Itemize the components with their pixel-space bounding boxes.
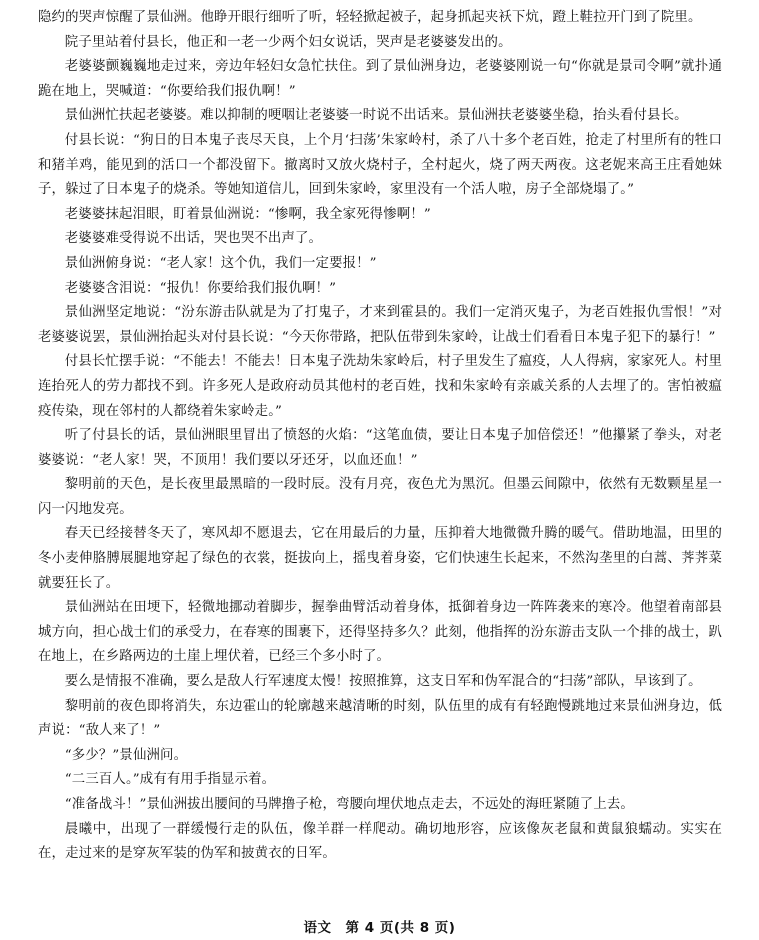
paragraph: 老婆婆含泪说：“报仇！你要给我们报仇啊！” (64, 280, 337, 296)
paragraph: 景仙洲站在田埂下，轻微地挪动着脚步，握拳曲臂活动着身体，抵御着身边一阵阵袭来的寒冷。他望着南部县城方向，担心战士们的承受力，在春寒的围裹下，还得坚持多久？此刻，他指挥的汾东游击支队一个排的战士，趴在地上，在乡路两边的土崖上埋伏着，已经三个多小时了。 (38, 600, 722, 665)
paragraph: 老婆婆抹起泪眼，盯着景仙洲说：“惨啊，我全家死得惨啊！” (64, 206, 431, 222)
paragraph: “二三百人。”成有有用手指显示着。 (64, 772, 276, 788)
paragraph: 老婆婆颤巍巍地走过来，旁边年轻妇女急忙扶住。到了景仙洲身边，老婆婆刚说一句“你就是景司令啊”就扑通跪在地上，哭喊道：“你要给我们报仇啊！” (38, 59, 722, 99)
page-footer: 语文 第 4 页(共 8 页) (303, 920, 456, 936)
paragraph: 景仙洲忙扶起老婆婆。难以抑制的哽咽让老婆婆一时说不出话来。景仙洲扶老婆婆坐稳，抬头看付县长。 (64, 108, 688, 124)
paragraph: 隐约的哭声惊醒了景仙洲。他睁开眼行细听了听，轻轻掀起被子，起身抓起夹袄下炕，蹬上鞋拉开门到了院里。 (38, 10, 702, 25)
paragraph: 听了付县长的话，景仙洲眼里冒出了愤怒的火焰：“这笔血债，要让日本鬼子加倍偿还！”他攥紧了拳头，对老婆婆说：“老人家！哭，不顶用！我们要以牙还牙，以血还血！” (38, 428, 722, 468)
paragraph: “多少？”景仙洲问。 (64, 747, 188, 763)
paragraph: 院子里站着付县长，他正和一老一少两个妇女说话，哭声是老婆婆发出的。 (64, 34, 512, 50)
paragraph: 晨曦中，出现了一群缓慢行走的队伍，像羊群一样爬动。确切地形容，应该像灰老鼠和黄鼠狼蠕动。实实在在，走过来的是穿灰军装的伪军和披黄衣的日军。 (38, 821, 722, 862)
paragraph: 老婆婆难受得说不出话，哭也哭不出声了。 (64, 231, 323, 247)
paragraph: 黎明前的天色，是长夜里最黑暗的一段时辰。没有月亮，夜色尤为黑沉。但墨云间隙中，依然有无数颗星星一闪一闪地发亮。 (38, 477, 722, 517)
paragraph: 景仙洲坚定地说：“汾东游击队就是为了打鬼子，才来到霍县的。我们一定消灭鬼子，为老百姓报仇雪恨！”对老婆婆说罢，景仙洲抬起头对付县长说：“今天你带路，把队伍带到朱家岭，让战士们看看日本鬼子犯下的暴行！” (38, 305, 722, 345)
paragraph: 景仙洲俯身说：“老人家！这个仇，我们一定要报！” (64, 255, 377, 271)
paragraph: “准备战斗！”景仙洲拔出腰间的马牌撸子枪，弯腰向埋伏地点走去，不远处的海旺紧随了上去。 (64, 797, 634, 812)
paragraph: 春天已经接替冬天了，寒风却不愿退去，它在用最后的力量，压抑着大地微微升腾的暖气。借助地温，田里的冬小麦伸胳膊展腿地穿起了绿色的衣裳，挺拔向上，摇曳着身姿，它们快速生长起来，不然沟垄里的白蒿、荠荠菜就要狂长了。 (38, 526, 722, 591)
story-text (38, 6, 722, 867)
paragraph: 要么是情报不准确，要么是敌人行军速度太慢！按照推算，这支日军和伪军混合的“扫荡”部队，早该到了。 (64, 674, 702, 690)
paragraph: 黎明前的夜色即将消失，东边霍山的轮廓越来越清晰的时刻，队伍里的成有有轻跑慢跳地过来景仙洲身边，低声说：“敌人来了！” (38, 698, 722, 739)
paragraph: 付县长忙摆手说：“不能去！不能去！日本鬼子洗劫朱家岭后，村子里发生了瘟疫，人人得病，家家死人。村里连抬死人的劳力都找不到。许多死人是政府动员其他村的老百姓，找和朱家岭有亲戚关系的人去埋了的。害怕被瘟疫传染，现在邻村的人都绕着朱家岭走。” (38, 354, 722, 419)
paragraph: 付县长说：“狗日的日本鬼子丧尽天良，上个月‘扫荡’朱家岭村，杀了八十多个老百姓，抢走了村里所有的牲口和猪羊鸡，能见到的活口一个都没留下。撤离时又放火烧村子，全村起火，烧了两天两夜。这老妮来高王庄看她妹子，躲过了日本鬼子的烧杀。等她知道信儿，回到朱家岭，家里没有一个活人啦，房子全部烧塌了。” (38, 132, 722, 198)
